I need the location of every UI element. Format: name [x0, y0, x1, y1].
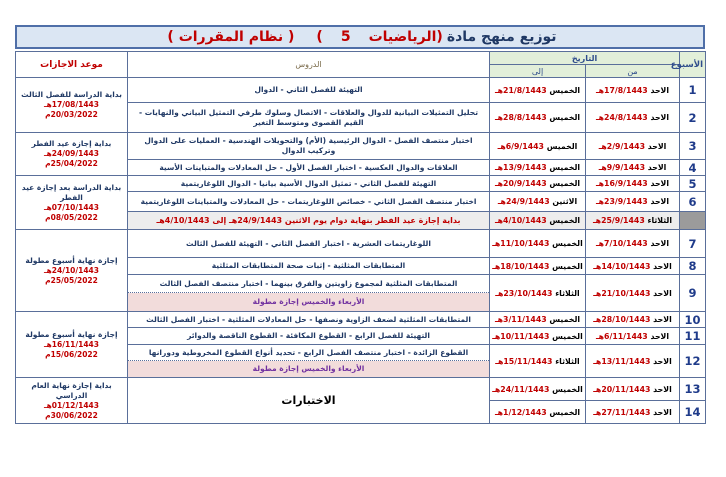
table-row [16, 78, 706, 103]
from-cell: الاحد 7/10/1443هـ [586, 230, 680, 258]
from-cell: الاحد 13/11/1443هـ [586, 345, 680, 378]
week-number: 8 [680, 258, 706, 275]
to-cell: الخميس 20/9/1443هـ [490, 176, 586, 192]
week-number: 7 [680, 230, 706, 258]
long-weekend-note: الأربعاء والخميس إجازة مطولة [128, 361, 489, 377]
from-cell: الاحد 16/9/1443هـ [586, 176, 680, 192]
vacation-cell: إجازة نهاية أسبوع مطولة 16/11/1443هـ 15/06/2022م [16, 312, 128, 378]
to-cell: الخميس 11/10/1443هـ [490, 230, 586, 258]
title-prefix: توزيع منهج مادة [446, 29, 557, 45]
to-cell: الخميس 3/11/1443هـ [490, 312, 586, 328]
lesson-cell: اختبار منتصف الفصل - الدوال الرئيسية (الأم) والتحويلات الهندسية - العمليات على الدوال وتركيب الدوال [128, 133, 490, 160]
lesson-cell: العلاقات والدوال العكسية - اختبار الفصل الأول - حل المعادلات والمتباينات الأسية [128, 160, 490, 176]
table-row [16, 133, 706, 160]
holiday-marker [680, 212, 706, 230]
from-cell: الاحد 6/11/1443هـ [586, 328, 680, 345]
header-to: إلى [490, 65, 586, 78]
from-cell: الاحد 2/9/1443هـ [586, 133, 680, 160]
to-cell: الخميس 1/12/1443هـ [490, 401, 586, 424]
title-level: 5 [340, 29, 351, 45]
lesson-cell: التهيئة للفصل الرابع - القطوع المكافئة - القطوع الناقصة والدوائر [128, 328, 490, 345]
lesson-cell: التهيئة للفصل الثاني - تمثيل الدوال الأسية بيانيا - الدوال اللوغاريتمية [128, 176, 490, 192]
week-number: 2 [680, 103, 706, 133]
from-cell: الثلاثاء 25/9/1443هـ [586, 212, 680, 230]
header-date: التاريخ [490, 52, 680, 65]
lesson-cell: تحليل التمثيلات البيانية للدوال والعلاقات - الاتصال وسلوك طرفي التمثيل البياني والنهايات - القيم القصوى ومتوسط التغير [128, 103, 490, 133]
page-title [15, 25, 705, 49]
to-cell: الخميس 6/9/1443هـ [490, 133, 586, 160]
lesson-cell: المتطابقات المثلثية لضعف الزاوية ونصفها - حل المعادلات المثلثية - اختبار الفصل الثالث [128, 312, 490, 328]
to-cell: الاثنين 24/9/1443هـ [490, 192, 586, 212]
table-row [16, 378, 706, 401]
week-number: 1 [680, 78, 706, 103]
to-cell: الثلاثاء 23/10/1443هـ [490, 275, 586, 312]
lesson-cell: المتطابقات المثلثية لمجموع زاويتين والفرق بينهما - اختبار منتصف الفصل الثالث الأربعاء والخميس إجازة مطولة [128, 275, 490, 312]
from-cell: الاحد 27/11/1443هـ [586, 401, 680, 424]
exams-cell: الاختبارات [128, 378, 490, 424]
to-cell: الخميس 13/9/1443هـ [490, 160, 586, 176]
title-close-paren: ) [316, 29, 323, 45]
week-number: 13 [680, 378, 706, 401]
lesson-cell: المتطابقات المثلثية - إثبات صحة المتطابقات المثلثية [128, 258, 490, 275]
vacation-cell: بداية الدراسة للفصل الثالث 17/08/1443هـ 20/03/2022م [16, 78, 128, 133]
to-cell: الخميس 18/10/1443هـ [490, 258, 586, 275]
table-row [16, 312, 706, 328]
from-cell: الاحد 17/8/1443هـ [586, 78, 680, 103]
lesson-cell: التهيئة للفصل الثاني - الدوال [128, 78, 490, 103]
to-cell: الخميس 10/11/1443هـ [490, 328, 586, 345]
week-number: 3 [680, 133, 706, 160]
title-subject: (الرياضيات [368, 29, 443, 45]
from-cell: الاحد 14/10/1443هـ [586, 258, 680, 275]
holiday-note: بداية إجازة عيد الفطر بنهاية دوام يوم الاثنين 24/9/1443هـ إلى 4/10/1443هـ [128, 212, 490, 230]
lesson-cell: القطوع الزائدة - اختبار منتصف الفصل الرابع - تحديد أنواع القطوع المخروطية ودورانها الأربعاء والخميس إجازة مطولة [128, 345, 490, 378]
week-number: 5 [680, 176, 706, 192]
vacation-cell: بداية الدراسة بعد إجازة عيد الفطر 07/10/1443هـ 08/05/2022م [16, 176, 128, 230]
from-cell: الاحد 20/11/1443هـ [586, 378, 680, 401]
long-weekend-note: الأربعاء والخميس إجازة مطولة [128, 293, 489, 311]
header-from: من [586, 65, 680, 78]
week-number: 4 [680, 160, 706, 176]
from-cell: الاحد 28/10/1443هـ [586, 312, 680, 328]
from-cell: الاحد 9/9/1443هـ [586, 160, 680, 176]
from-cell: الاحد 23/9/1443هـ [586, 192, 680, 212]
to-cell: الخميس 4/10/1443هـ [490, 212, 586, 230]
table-row [16, 176, 706, 192]
week-number: 6 [680, 192, 706, 212]
week-number: 12 [680, 345, 706, 378]
schedule-sheet [15, 25, 708, 455]
lesson-cell: اللوغاريتمات العشرية - اختبار الفصل الثاني - التهيئة للفصل الثالث [128, 230, 490, 258]
week-number: 10 [680, 312, 706, 328]
from-cell: الاحد 24/8/1443هـ [586, 103, 680, 133]
to-cell: الخميس 28/8/1443هـ [490, 103, 586, 133]
vacation-cell: إجازة نهاية أسبوع مطولة 24/10/1443هـ 25/05/2022م [16, 230, 128, 312]
week-number: 9 [680, 275, 706, 312]
table-row [16, 230, 706, 258]
vacation-cell: بداية إجازة نهاية العام الدراسي 01/12/1443هـ 30/06/2022م [16, 378, 128, 424]
header-week: الأسبوع [680, 52, 706, 78]
to-cell: الخميس 24/11/1443هـ [490, 378, 586, 401]
title-system: ( نظام المقررات ) [167, 29, 295, 45]
to-cell: الخميس 21/8/1443هـ [490, 78, 586, 103]
week-number: 14 [680, 401, 706, 424]
week-number: 11 [680, 328, 706, 345]
vacation-cell: بداية إجازة عيد الفطر 24/09/1443هـ 25/04/2022م [16, 133, 128, 176]
to-cell: الثلاثاء 15/11/1443هـ [490, 345, 586, 378]
lesson-cell: اختبار منتصف الفصل الثاني - خصائص اللوغاريتمات - حل المعادلات والمتباينات اللوغاريتمية [128, 192, 490, 212]
schedule-table [15, 51, 706, 424]
header-vacations: موعد الاجازات [16, 52, 128, 78]
header-lessons: الدروس [128, 52, 490, 78]
from-cell: الاحد 21/10/1443هـ [586, 275, 680, 312]
